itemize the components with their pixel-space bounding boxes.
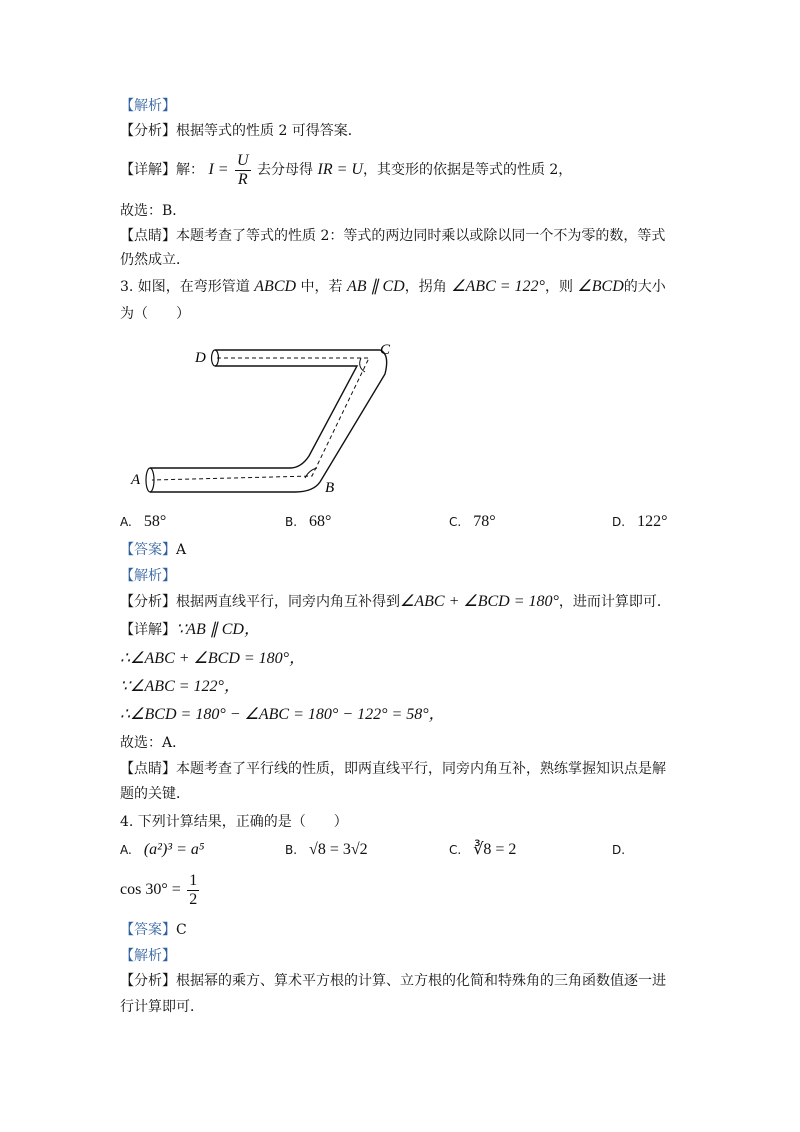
q4-option-a-label: A.: [120, 843, 132, 857]
analysis-line: [120, 121, 362, 141]
fraction-denominator: R: [237, 170, 248, 188]
q3-step-1: ∵AB ∥ CD，: [176, 621, 260, 638]
comment-text-1: 本题考查了等式的性质 2：等式的两边同时乘以或除以同一个不为零的数，等式: [176, 228, 666, 244]
q3-stem-d: ，则: [544, 279, 573, 295]
pipe-centerline: [152, 358, 369, 480]
q3-option-c[interactable]: [449, 512, 496, 532]
q3-comment-text-1: 本题考查了平行线的性质，即两直线平行，同旁内角互补，熟练掌握知识点是解: [176, 761, 666, 777]
q4-option-b-value: √8 = 3√2: [309, 841, 368, 858]
q3-stem-c: ，拐角: [404, 279, 447, 295]
q3-abcd: ABCD: [254, 278, 297, 295]
q3-option-b[interactable]: [285, 512, 331, 532]
q3-option-d-label: D.: [612, 515, 626, 529]
q4-stem: 4. 下列计算结果，正确的是（ ）: [120, 814, 348, 830]
q3-analysis-tag: 【分析】: [120, 594, 176, 610]
q4-fraction-half: [187, 872, 199, 909]
q4-analysis-line-1: [120, 971, 666, 991]
q3-stem-a: 3. 如图，在弯形管道: [120, 279, 250, 295]
pipe-diagram: [125, 340, 405, 500]
detail-line: [120, 150, 572, 190]
q4-answer-tag: 【答案】: [120, 922, 176, 938]
q4-option-a-value: (a²)³ = a⁵: [143, 841, 205, 858]
formula-ir: IR = U: [317, 161, 363, 178]
q3-detail-line: [120, 620, 260, 640]
q4-jiexi-heading: 【解析】: [120, 948, 176, 964]
q4-option-c[interactable]: [449, 840, 516, 860]
q4-answer-line: [120, 920, 187, 940]
q4-option-d-formula: [120, 870, 201, 910]
detail-text-c: ，其变形的依据是等式的性质 2，: [362, 162, 573, 178]
q4-option-b-label: B.: [285, 843, 298, 857]
q4-fraction-numerator: 1: [189, 871, 198, 889]
q3-angle-abc: ∠ABC = 122°: [451, 278, 545, 295]
q4-option-c-label: C.: [449, 843, 462, 857]
q3-stem-line-1: [120, 277, 666, 297]
q4-option-a[interactable]: [120, 840, 204, 860]
q3-comment-line-1: [120, 759, 666, 779]
comment-line-1: [120, 226, 665, 246]
q3-option-c-value: 78°: [473, 513, 496, 530]
q3-analysis-line: [120, 592, 671, 612]
analysis-tag: 【分析】: [120, 123, 176, 139]
q3-step-4: ∴∠BCD = 180° − ∠ABC = 180° − 122° = 58°，: [120, 706, 445, 723]
q3-option-d-value: 122°: [637, 513, 668, 530]
q4-option-d-label: D.: [612, 843, 626, 857]
fraction-numerator: U: [237, 151, 249, 169]
q3-option-b-value: 68°: [309, 513, 332, 530]
label-c: C: [380, 342, 391, 358]
detail-text-a: 解：: [176, 162, 204, 178]
q3-analysis-a: 根据两直线平行，同旁内角互补得到: [176, 594, 400, 610]
q4-option-b[interactable]: [285, 840, 368, 860]
pipe-outer-edge: [150, 350, 387, 492]
q4-option-c-value: ∛8 = 2: [473, 841, 517, 858]
detail-tag: 【详解】: [120, 162, 176, 178]
fraction-u-over-r: [235, 152, 251, 189]
q3-option-a-value: 58°: [143, 513, 167, 530]
q3-comment-tag: 【点睛】: [120, 761, 176, 777]
q3-answer-line: [120, 540, 186, 560]
q3-option-b-label: B.: [285, 515, 298, 529]
pipe-figure: [125, 340, 405, 504]
q4-answer: C: [176, 922, 187, 938]
q3-stem-line-2: 为（ ）: [120, 306, 190, 322]
q3-answer-tag: 【答案】: [120, 542, 176, 558]
q3-stem-b: 中，若: [300, 279, 343, 295]
q3-jiexi-heading: 【解析】: [120, 568, 176, 584]
q3-option-a[interactable]: [120, 512, 166, 532]
label-b: B: [325, 480, 335, 496]
q4-cos-text: cos 30° =: [120, 881, 181, 898]
q3-stem-e: 的大小: [623, 279, 666, 295]
comment-tag: 【点睛】: [120, 228, 176, 244]
q3-option-a-label: A.: [120, 515, 132, 529]
q3-option-c-label: C.: [449, 515, 462, 529]
q3-ab-parallel-cd: AB ∥ CD: [346, 278, 405, 295]
q3-step-3: ∵∠ABC = 122°，: [120, 678, 240, 695]
q4-analysis-line-2: 行计算即可．: [120, 999, 204, 1015]
q3-comment-line-2: 题的关键．: [120, 786, 190, 802]
comment-line-2: 仍然成立．: [120, 252, 190, 268]
jiexi-heading: 【解析】: [120, 98, 176, 114]
analysis-text: 根据等式的性质 2 可得答案．: [176, 123, 362, 139]
choice-line: 故选：B．: [120, 203, 187, 219]
q4-fraction-denominator: 2: [189, 890, 198, 908]
label-a: A: [131, 472, 141, 488]
q3-detail-tag: 【详解】: [120, 622, 176, 638]
q3-choice-line: 故选：A．: [120, 735, 187, 751]
pipe-inner-edge: [150, 366, 357, 468]
q3-analysis-formula: ∠ABC + ∠BCD = 180°: [400, 593, 559, 610]
label-d: D: [195, 350, 206, 366]
q3-answer: A: [176, 542, 187, 558]
q3-analysis-b: ，进而计算即可．: [558, 594, 671, 610]
q3-step-2: ∴∠ABC + ∠BCD = 180°，: [120, 650, 306, 667]
detail-text-b: 去分母得: [257, 162, 314, 178]
angle-mark-c: [360, 358, 365, 372]
formula-i: I =: [208, 161, 229, 178]
q4-analysis-tag: 【分析】: [120, 973, 176, 989]
q3-option-d[interactable]: [612, 512, 667, 532]
q4-option-d[interactable]: [612, 840, 637, 860]
q4-analysis-text-1: 根据幂的乘方、算术平方根的计算、立方根的化简和特殊角的三角函数值逐一进: [176, 973, 666, 989]
q3-angle-bcd: ∠BCD: [577, 278, 624, 295]
